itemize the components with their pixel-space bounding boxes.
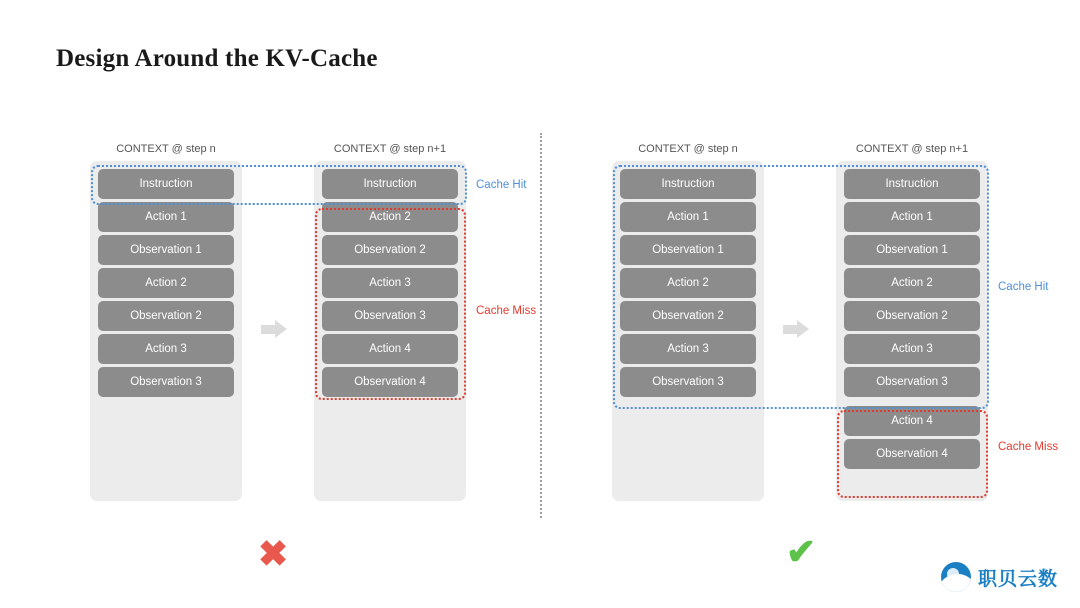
context-block[interactable]: Action 3 xyxy=(322,268,458,298)
column-label: CONTEXT @ step n+1 xyxy=(333,143,447,155)
context-block[interactable]: Instruction xyxy=(620,169,756,199)
context-block[interactable]: Observation 3 xyxy=(844,367,980,397)
brand-logo xyxy=(941,562,1058,592)
context-block[interactable]: Action 2 xyxy=(98,268,234,298)
context-block[interactable]: Instruction xyxy=(322,169,458,199)
context-block[interactable]: Observation 2 xyxy=(98,301,234,331)
context-block[interactable]: Action 4 xyxy=(844,406,980,436)
cache-hit-label: Cache Hit xyxy=(998,281,1049,293)
column-blocks xyxy=(314,169,466,400)
wave-icon xyxy=(941,562,971,592)
context-block[interactable]: Observation 3 xyxy=(620,367,756,397)
context-block[interactable]: Action 3 xyxy=(620,334,756,364)
context-block[interactable]: Observation 3 xyxy=(98,367,234,397)
context-block[interactable]: Action 3 xyxy=(844,334,980,364)
left-verdict-cross-icon: ✖ xyxy=(258,533,289,574)
context-block[interactable]: Observation 3 xyxy=(322,301,458,331)
logo-text: 职贝云数 xyxy=(977,568,1058,590)
column-blocks xyxy=(90,169,242,400)
context-block[interactable]: Observation 1 xyxy=(844,235,980,265)
context-block[interactable]: Instruction xyxy=(98,169,234,199)
column-blocks xyxy=(612,169,764,400)
context-block[interactable]: Observation 4 xyxy=(844,439,980,469)
page-title: Design Around the KV-Cache xyxy=(56,45,378,72)
right-example-group xyxy=(612,143,1059,518)
left-example-group xyxy=(90,143,537,518)
context-block[interactable]: Action 2 xyxy=(844,268,980,298)
context-block[interactable]: Observation 2 xyxy=(322,235,458,265)
context-block[interactable]: Action 3 xyxy=(98,334,234,364)
context-block[interactable]: Observation 2 xyxy=(844,301,980,331)
context-block[interactable]: Action 1 xyxy=(98,202,234,232)
context-block[interactable]: Action 1 xyxy=(844,202,980,232)
cache-hit-label: Cache Hit xyxy=(476,179,527,191)
context-block[interactable]: Action 2 xyxy=(322,202,458,232)
context-block[interactable]: Instruction xyxy=(844,169,980,199)
context-block[interactable]: Observation 2 xyxy=(620,301,756,331)
context-block[interactable]: Action 1 xyxy=(620,202,756,232)
column-label: CONTEXT @ step n xyxy=(116,143,216,155)
context-block[interactable]: Observation 1 xyxy=(98,235,234,265)
right-verdict-check-icon: ✔ xyxy=(786,531,817,572)
column-label: CONTEXT @ step n+1 xyxy=(855,143,969,155)
section-divider xyxy=(540,133,542,518)
context-block[interactable]: Action 2 xyxy=(620,268,756,298)
cache-miss-label: Cache Miss xyxy=(476,305,537,317)
cache-miss-label: Cache Miss xyxy=(998,441,1059,453)
column-label: CONTEXT @ step n xyxy=(638,143,738,155)
context-block[interactable]: Action 4 xyxy=(322,334,458,364)
column-blocks xyxy=(836,169,988,472)
context-block[interactable]: Observation 4 xyxy=(322,367,458,397)
context-block[interactable]: Observation 1 xyxy=(620,235,756,265)
